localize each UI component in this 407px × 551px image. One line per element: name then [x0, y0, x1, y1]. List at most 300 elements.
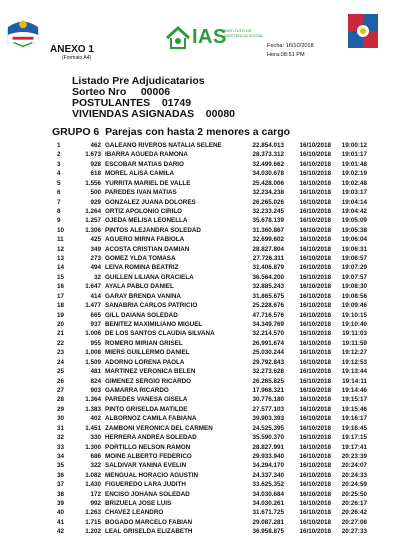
applicant-name: ACOSTA CRISTIAN DAMIAN [105, 245, 190, 253]
applicant-name: GALEANO RIVEROS NATALIA SELENE [105, 142, 222, 149]
table-row [57, 235, 367, 244]
time-cell: 19:04:42 [341, 207, 367, 215]
row-number: 3 [57, 160, 61, 168]
row-number: 1 [57, 142, 61, 149]
applicant-name: GAMARRA RICARDO [105, 386, 169, 394]
date-cell: 16/10/2018 [299, 377, 331, 385]
time-cell: 19:17:41 [341, 443, 367, 451]
applicant-name: ORTIZ APOLONIO CIRILO [105, 207, 183, 215]
order-number: 928 [90, 160, 101, 168]
row-number: 34 [57, 452, 65, 460]
time-cell: 19:09:46 [341, 302, 367, 310]
table-row [57, 452, 367, 461]
document-number: 25.428.006 [252, 179, 284, 187]
applicant-name: DE LOS SANTOS CLAUDIA SILVANA [105, 330, 215, 338]
table-row [57, 339, 367, 348]
row-number: 39 [57, 500, 65, 508]
document-number: 32.699.602 [252, 236, 284, 244]
date-cell: 16/10/2018 [299, 358, 331, 366]
date-cell: 16/10/2018 [299, 226, 331, 234]
date-cell: 16/10/2018 [299, 283, 331, 291]
date-cell: 16/10/2018 [299, 245, 331, 253]
applicant-name: BRIZUELA JOSE LUIS [105, 500, 172, 508]
date-cell: 16/10/2018 [299, 424, 331, 432]
row-number: 25 [57, 368, 65, 376]
table-row [57, 320, 367, 329]
time-cell: 19:02:19 [341, 170, 367, 178]
document-number: 34.294.170 [252, 462, 284, 470]
order-number: 330 [90, 434, 101, 442]
order-number: 1.300 [85, 443, 101, 451]
applicant-name: GUILLEN LILIANA GRACIELA [105, 273, 194, 281]
time-cell: 19:02:48 [341, 179, 367, 187]
province-flag-icon [348, 14, 378, 48]
row-number: 31 [57, 424, 65, 432]
row-number: 32 [57, 434, 65, 442]
applicant-name: MIERS GUILLERMO DANIEL [105, 349, 190, 357]
time-cell: 20:26:17 [341, 500, 367, 508]
ias-subtitle: INSTITUTO DE ASISTENCIA SOCIAL [224, 28, 264, 38]
table-row [57, 169, 367, 178]
date-cell: 16/10/2018 [299, 462, 331, 470]
document-number: 28.373.312 [252, 151, 284, 159]
time-cell: 19:01:48 [341, 160, 367, 168]
document-number: 34.349.769 [252, 321, 284, 329]
document-number: 25.030.244 [252, 349, 284, 357]
province-emblem-icon [4, 14, 42, 52]
applicant-name: PINTOS ALEJANDRA SOLEDAD [105, 226, 201, 234]
table-row [57, 301, 367, 310]
title-line-3: POSTULANTES 01749 [72, 97, 192, 109]
document-number: 28.827.991 [252, 443, 284, 451]
order-number: 1.264 [85, 207, 101, 215]
time-cell: 20:26:42 [341, 509, 367, 517]
order-number: 1.673 [85, 151, 101, 159]
document-number: 31.360.867 [252, 226, 284, 234]
date-cell: 16/10/2018 [299, 509, 331, 517]
order-number: 1.364 [85, 396, 101, 404]
row-number: 28 [57, 396, 65, 404]
title-block [72, 76, 235, 120]
document-number: 22.854.013 [252, 142, 284, 149]
table-row [57, 358, 367, 367]
table-row [57, 348, 367, 357]
table-row [57, 188, 367, 197]
row-number: 23 [57, 349, 65, 357]
time-cell: 20:23:39 [341, 452, 367, 460]
row-number: 8 [57, 207, 61, 215]
document-number: 34.030.261 [252, 500, 284, 508]
applicant-name: GILL DAIANA SOLEDAD [105, 311, 178, 319]
applicant-name: ZAMBONI VERONICA DEL CARMEN [105, 424, 213, 432]
applicant-name: MOREL ALISA CAMILA [105, 170, 175, 178]
row-number: 14 [57, 264, 65, 272]
adjudicatarios-table [57, 141, 367, 537]
date-cell: 16/10/2018 [299, 405, 331, 413]
table-row [57, 150, 367, 159]
time-cell: 19:11:03 [342, 330, 367, 338]
table-row [57, 367, 367, 376]
date-cell: 16/10/2018 [299, 170, 331, 178]
table-row [57, 311, 367, 320]
order-number: 273 [90, 255, 101, 263]
time-cell: 19:06:57 [341, 255, 367, 263]
row-number: 9 [57, 217, 61, 225]
document-number: 33.625.352 [252, 481, 284, 489]
time-cell: 20:24:33 [341, 471, 367, 479]
table-row [57, 443, 367, 452]
time-cell: 19:08:30 [341, 283, 367, 291]
time-cell: 19:07:57 [341, 273, 367, 281]
time-cell: 19:00:12 [341, 142, 367, 149]
date-cell: 16/10/2018 [299, 255, 331, 263]
order-number: 402 [90, 415, 101, 423]
row-number: 21 [57, 330, 65, 338]
date-cell: 16/10/2018 [299, 339, 331, 347]
applicant-name: AYALA PABLO DANIEL [105, 283, 174, 291]
table-row [57, 471, 367, 480]
table-row [57, 508, 367, 517]
row-number: 2 [57, 151, 61, 159]
table-row [57, 405, 367, 414]
row-number: 41 [57, 518, 65, 526]
order-number: 32 [93, 273, 101, 281]
order-number: 1.647 [85, 283, 101, 291]
ias-brand: IAS [192, 26, 227, 48]
date-cell: 16/10/2018 [299, 386, 331, 394]
report-meta [267, 42, 314, 60]
order-number: 992 [90, 500, 101, 508]
applicant-name: SALDIVAR YANINA EVELIN [105, 462, 187, 470]
group-title: GRUPO 6 Parejas con hasta 2 menores a cargo [52, 126, 291, 138]
document-number: 32.214.570 [252, 330, 284, 338]
table-row [57, 527, 367, 536]
table-row [57, 254, 367, 263]
time-cell: 19:16:45 [341, 424, 367, 432]
date-cell: 16/10/2018 [299, 321, 331, 329]
date-cell: 16/10/2018 [299, 481, 331, 489]
date-cell: 16/10/2018 [299, 528, 331, 536]
applicant-name: FIGUEREDO LARA JUDITH [105, 481, 186, 489]
document-number: 24.337.340 [252, 471, 284, 479]
document-number: 26.265.825 [252, 377, 284, 385]
applicant-name: CHAVEZ LEANDRO [105, 509, 164, 517]
document-number: 32.234.238 [252, 189, 284, 197]
time-cell: 19:05:09 [341, 217, 367, 225]
applicant-name: AGUERO MIRNA FABIOLA [105, 236, 185, 244]
date-cell: 16/10/2018 [299, 142, 331, 149]
row-number: 10 [57, 226, 65, 234]
order-number: 500 [90, 189, 101, 197]
time-cell: 19:13:44 [341, 368, 367, 376]
table-row [57, 490, 367, 499]
applicant-name: MOINE ALBERTO FEDERICO [105, 452, 192, 460]
time-cell: 20:27:33 [341, 528, 367, 536]
applicant-name: YURRITA MARIEL DE VALLE [105, 179, 191, 187]
document-number: 36.564.200 [252, 273, 284, 281]
order-number: 1.383 [85, 405, 101, 413]
applicant-name: GARAY BRENDA VANINA [105, 292, 181, 300]
table-row [57, 207, 367, 216]
date-cell: 16/10/2018 [299, 151, 331, 159]
row-number: 37 [57, 481, 65, 489]
table-row [57, 424, 367, 433]
order-number: 903 [90, 386, 101, 394]
order-number: 824 [90, 377, 101, 385]
row-number: 29 [57, 405, 65, 413]
document-number: 29.933.940 [252, 452, 284, 460]
row-number: 17 [57, 292, 65, 300]
document-number: 35.590.370 [252, 434, 284, 442]
applicant-name: PAREDES VANESA GISELA [105, 396, 188, 404]
time-cell: 19:06:31 [341, 245, 367, 253]
report-date: Fecha: 16/10/2018 [267, 43, 314, 49]
row-number: 6 [57, 189, 61, 197]
order-number: 1.430 [85, 481, 101, 489]
row-number: 18 [57, 302, 65, 310]
document-number: 32.885.243 [252, 283, 284, 291]
time-cell: 19:08:56 [341, 292, 367, 300]
applicant-name: ALBORNOZ CAMILA FABIANA [105, 415, 197, 423]
table-row [57, 377, 367, 386]
date-cell: 16/10/2018 [299, 368, 331, 376]
row-number: 12 [57, 245, 65, 253]
row-number: 4 [57, 170, 61, 178]
anexo-label: ANEXO 1 [50, 44, 94, 55]
date-cell: 16/10/2018 [299, 452, 331, 460]
order-number: 937 [90, 321, 101, 329]
time-cell: 19:04:14 [341, 198, 367, 206]
date-cell: 16/10/2018 [299, 160, 331, 168]
table-row [57, 461, 367, 470]
document-number: 26.991.674 [252, 339, 284, 347]
table-row [57, 329, 367, 338]
date-cell: 16/10/2018 [299, 207, 331, 215]
order-number: 425 [90, 236, 101, 244]
table-row [57, 433, 367, 442]
time-cell: 19:10:15 [341, 311, 367, 319]
row-number: 7 [57, 198, 61, 206]
table-row [57, 273, 367, 282]
date-cell: 16/10/2018 [299, 292, 331, 300]
date-cell: 16/10/2018 [299, 415, 331, 423]
applicant-name: PAREDES IVAN MATIAS [105, 189, 177, 197]
date-cell: 16/10/2018 [299, 443, 331, 451]
time-cell: 19:14:46 [341, 386, 367, 394]
row-number: 13 [57, 255, 65, 263]
report-time: Hora:08:51 PM [267, 52, 305, 58]
table-row [57, 395, 367, 404]
order-number: 1.257 [85, 217, 101, 225]
date-cell: 16/10/2018 [299, 471, 331, 479]
time-cell: 20:24:07 [341, 462, 367, 470]
order-number: 1.556 [85, 179, 101, 187]
date-cell: 16/10/2018 [299, 189, 331, 197]
row-number: 16 [57, 283, 65, 291]
order-number: 1.006 [85, 330, 101, 338]
time-cell: 19:15:46 [341, 405, 367, 413]
table-row [57, 480, 367, 489]
date-cell: 16/10/2018 [299, 330, 331, 338]
title-line-4: VIVIENDAS ASIGNADAS 00080 [72, 108, 235, 120]
title-line-2: Sorteo Nro 00006 [72, 86, 171, 98]
date-cell: 16/10/2018 [299, 396, 331, 404]
applicant-name: ROMERO MIRIAN GRISEL [105, 339, 183, 347]
table-row [57, 226, 367, 235]
document-number: 47.716.576 [252, 311, 284, 319]
order-number: 1.306 [85, 226, 101, 234]
date-cell: 16/10/2018 [299, 500, 331, 508]
time-cell: 19:06:04 [341, 236, 367, 244]
time-cell: 20:25:50 [341, 490, 367, 498]
date-cell: 16/10/2018 [299, 273, 331, 281]
table-row [57, 179, 367, 188]
order-number: 929 [90, 198, 101, 206]
document-number: 27.726.311 [252, 255, 284, 263]
order-number: 1.715 [85, 518, 101, 526]
document-number: 29.087.281 [252, 518, 284, 526]
document-number: 25.228.676 [252, 302, 284, 310]
order-number: 1.202 [85, 528, 101, 536]
applicant-name: BOGADO MARCELO FABIAN [105, 518, 193, 526]
row-number: 42 [57, 528, 65, 536]
applicant-name: GONZALEZ JUANA DOLORES [105, 198, 196, 206]
date-cell: 16/10/2018 [299, 349, 331, 357]
order-number: 686 [90, 452, 101, 460]
applicant-name: GOMEZ YLDA TOMASA [105, 255, 176, 263]
time-cell: 19:03:17 [341, 189, 367, 197]
order-number: 172 [90, 490, 101, 498]
table-row [57, 386, 367, 395]
date-cell: 16/10/2018 [299, 434, 331, 442]
table-row [57, 499, 367, 508]
order-number: 955 [90, 339, 101, 347]
applicant-name: HERRERA ANDREA SOLEDAD [105, 434, 197, 442]
row-number: 26 [57, 377, 65, 385]
time-cell: 19:16:17 [341, 415, 367, 423]
document-number: 26.265.026 [252, 198, 284, 206]
table-row [57, 160, 367, 169]
table-row [57, 282, 367, 291]
time-cell: 19:10:40 [341, 321, 367, 329]
title-line-1: Listado Pre Adjudicatarios [72, 75, 205, 87]
order-number: 462 [90, 142, 101, 149]
order-number: 1.263 [85, 509, 101, 517]
table-row [57, 263, 367, 272]
order-number: 481 [90, 368, 101, 376]
order-number: 494 [90, 264, 101, 272]
document-number: 34.030.684 [252, 490, 284, 498]
order-number: 665 [90, 311, 101, 319]
table-row [57, 414, 367, 423]
document-number: 39.903.393 [252, 415, 284, 423]
row-number: 36 [57, 471, 65, 479]
table-row [57, 198, 367, 207]
order-number: 1.082 [85, 471, 101, 479]
document-number: 28.827.804 [252, 245, 284, 253]
table-row [57, 141, 367, 150]
row-number: 11 [57, 236, 64, 244]
applicant-name: BENITEZ MAXIMILIANO MIGUEL [105, 321, 203, 329]
row-number: 24 [57, 358, 65, 366]
date-cell: 16/10/2018 [299, 302, 331, 310]
time-cell: 19:12:27 [341, 349, 367, 357]
table-row [57, 518, 367, 527]
applicant-name: ADORNO LORENA PAOLA [105, 358, 185, 366]
row-number: 5 [57, 179, 61, 187]
formato-label: (Formato A4) [62, 55, 92, 61]
order-number: 1.008 [85, 349, 101, 357]
document-number: 31.406.879 [252, 264, 284, 272]
order-number: 1.477 [85, 302, 101, 310]
document-number: 17.968.321 [252, 386, 284, 394]
date-cell: 16/10/2018 [299, 518, 331, 526]
applicant-name: SANABRIA CARLOS PATRICIO [105, 302, 198, 310]
order-number: 1.509 [85, 358, 101, 366]
row-number: 40 [57, 509, 65, 517]
time-cell: 19:11:59 [342, 339, 367, 347]
time-cell: 19:15:17 [341, 396, 367, 404]
applicant-name: PORTILLO NELSON RAMON [105, 443, 191, 451]
row-number: 15 [57, 273, 65, 281]
date-cell: 16/10/2018 [299, 179, 331, 187]
date-cell: 16/10/2018 [299, 490, 331, 498]
row-number: 22 [57, 339, 65, 347]
date-cell: 16/10/2018 [299, 198, 331, 206]
time-cell: 19:01:17 [341, 151, 367, 159]
document-number: 32.233.245 [252, 207, 284, 215]
table-row [57, 292, 367, 301]
table-body [57, 141, 367, 537]
applicant-name: ESCOBAR MATIAS DARIO [105, 160, 184, 168]
order-number: 322 [90, 462, 101, 470]
applicant-name: MARTINEZ VERONICA BELEN [105, 368, 196, 376]
order-number: 349 [90, 245, 101, 253]
row-number: 27 [57, 386, 65, 394]
ias-house-icon [165, 24, 191, 52]
order-number: 1.451 [85, 424, 101, 432]
date-cell: 16/10/2018 [299, 217, 331, 225]
time-cell: 19:12:53 [341, 358, 367, 366]
row-number: 30 [57, 415, 65, 423]
row-number: 33 [57, 443, 65, 451]
table-row [57, 216, 367, 225]
table-row [57, 245, 367, 254]
time-cell: 20:24:59 [341, 481, 367, 489]
order-number: 618 [90, 170, 101, 178]
time-cell: 20:27:08 [341, 518, 367, 526]
time-cell: 19:14:11 [342, 377, 367, 385]
document-number: 31.865.675 [252, 292, 284, 300]
document-number: 34.030.678 [252, 170, 284, 178]
time-cell: 19:05:38 [341, 226, 367, 234]
document-number: 29.792.843 [252, 358, 284, 366]
order-number: 414 [90, 292, 101, 300]
applicant-name: GIMENEZ SERGIO RICARDO [105, 377, 192, 385]
row-number: 35 [57, 462, 65, 470]
document-number: 32.499.662 [252, 160, 284, 168]
applicant-name: OJEDA MELISA LEONELLA [105, 217, 188, 225]
date-cell: 16/10/2018 [299, 264, 331, 272]
applicant-name: ENCISO JOHANA SOLEDAD [105, 490, 190, 498]
document-number: 31.671.725 [252, 509, 284, 517]
document-number: 36.958.875 [252, 528, 284, 536]
row-number: 19 [57, 311, 65, 319]
applicant-name: PINTO GRISELDA MATILDE [105, 405, 188, 413]
time-cell: 19:07:29 [341, 264, 367, 272]
time-cell: 19:17:15 [341, 434, 367, 442]
document-number: 32.273.628 [252, 368, 284, 376]
